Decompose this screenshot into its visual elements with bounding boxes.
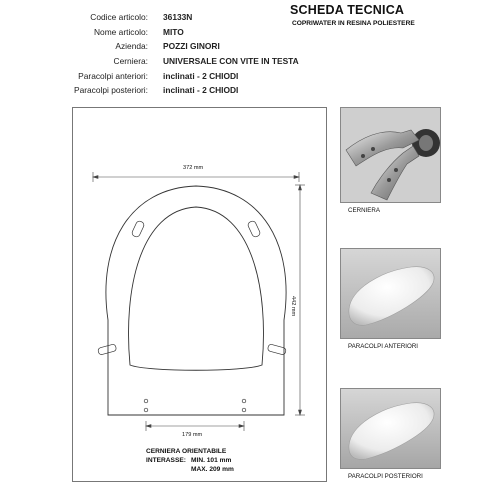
page-subtitle: COPRIWATER IN RESINA POLIESTERE xyxy=(292,20,415,27)
height-dimension xyxy=(295,185,305,415)
spec-value-paracolpi-anteriori: inclinati - 2 CHIODI xyxy=(163,71,239,81)
rear-bumper-caption: PARACOLPI POSTERIORI xyxy=(348,473,423,480)
height-label: 442 mm xyxy=(290,296,296,317)
bumper-mark-bottom-left xyxy=(98,344,117,355)
spec-value-cerniera: UNIVERSALE CON VITE IN TESTA xyxy=(163,56,299,66)
spec-label-codice: Codice articolo: xyxy=(90,12,148,22)
interasse-max: MAX. 209 mm xyxy=(191,466,234,473)
rear-bumper-icon xyxy=(341,389,441,469)
spec-value-nome: MITO xyxy=(163,27,184,37)
spec-value-codice: 36133N xyxy=(163,12,193,22)
width-label: 372 mm xyxy=(183,165,204,171)
hinge-distance-dimension xyxy=(146,421,244,431)
hinge-photo xyxy=(340,107,441,203)
spec-label-azienda: Azienda: xyxy=(115,41,148,51)
hinge-icon xyxy=(341,108,441,203)
seat-outer-outline xyxy=(106,186,286,415)
spec-value-azienda: POZZI GINORI xyxy=(163,41,220,51)
front-bumper-caption: PARACOLPI ANTERIORI xyxy=(348,343,419,350)
spec-label-paracolpi-posteriori: Paracolpi posteriori: xyxy=(73,85,148,95)
spec-label-paracolpi-anteriori: Paracolpi anteriori: xyxy=(78,71,148,81)
front-bumper-photo xyxy=(340,248,441,339)
spec-label-nome: Nome articolo: xyxy=(94,27,148,37)
hinge-holes xyxy=(144,399,246,412)
spec-label-cerniera: Cerniera: xyxy=(113,56,148,66)
hinge-distance-label: 179 mm xyxy=(182,432,203,438)
interasse-min: MIN. 101 mm xyxy=(191,457,232,464)
bumper-mark-top-left xyxy=(131,220,145,238)
spec-value-paracolpi-posteriori: inclinati - 2 CHIODI xyxy=(163,85,239,95)
seat-inner-opening xyxy=(129,207,264,370)
page-title: SCHEDA TECNICA xyxy=(290,3,405,17)
front-bumper-icon xyxy=(341,249,441,339)
bumper-mark-top-right xyxy=(247,220,261,238)
interasse-label: INTERASSE: xyxy=(146,457,186,464)
rear-bumper-photo xyxy=(340,388,441,469)
hinge-caption: CERNIERA xyxy=(348,207,380,214)
width-dimension xyxy=(93,172,299,182)
hinge-title: CERNIERA ORIENTABILE xyxy=(146,448,227,455)
